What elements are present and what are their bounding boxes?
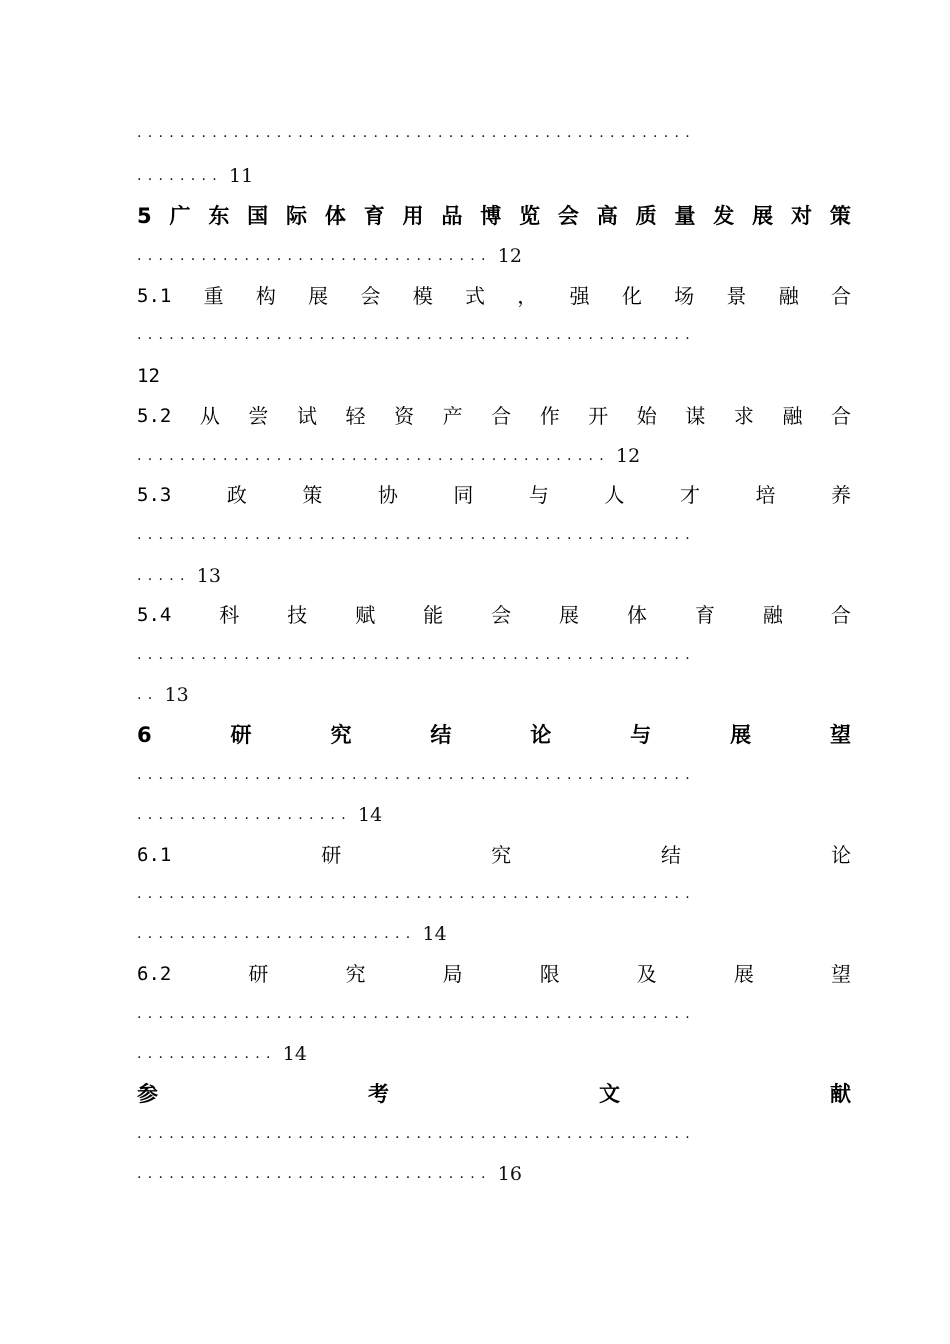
toc-entry-6-2[interactable]: 6.2 研 究 局 限 及 展 望 [137,962,851,986]
toc-entry-chapter-5[interactable]: 5 广 东 国 际 体 育 用 品 博 览 会 高 质 量 发 展 对 策 [137,204,851,228]
toc-leader-line: .................................................... [137,527,697,543]
toc-entry-6-1[interactable]: 6.1 研 究 结 论 [137,843,851,867]
toc-leader-page-line: ................................. 12 [137,245,522,267]
toc-leader-page-line: ............. 14 [137,1043,307,1065]
toc-leader-page-line: ................................. 16 [137,1163,522,1185]
toc-leader-line: .................................................... [137,327,697,343]
toc-leader-page-line: ..... 13 [137,565,221,587]
toc-entry-references[interactable]: 参 考 文 献 [137,1082,851,1106]
toc-leader-line: .................................................... [137,1126,697,1142]
toc-leader-line: .................................................... [137,1006,697,1022]
toc-leader-line: .................................................... [137,886,697,902]
toc-entry-5-1[interactable]: 5.1 重 构 展 会 模 式 ， 强 化 场 景 融 合 [137,284,851,308]
toc-leader-page-line: .................... 14 [137,804,383,826]
toc-leader-page-line: ............................................ 12 [137,445,641,467]
toc-leader-line: .................................................... [137,647,697,663]
toc-entry-chapter-6[interactable]: 6 研 究 结 论 与 展 望 [137,723,851,747]
toc-page-number: 12 [137,365,160,387]
toc-leader-line: .................................................... [137,125,697,141]
toc-entry-5-4[interactable]: 5.4 科 技 赋 能 会 展 体 育 融 合 [137,603,851,627]
toc-entry-5-2[interactable]: 5.2 从 尝 试 轻 资 产 合 作 开 始 谋 求 融 合 [137,404,851,428]
toc-leader-line: .................................................... [137,767,697,783]
toc-leader-page-line: ........ 11 [137,165,254,187]
toc-entry-5-3[interactable]: 5.3 政 策 协 同 与 人 才 培 养 [137,483,851,507]
toc-leader-page-line: .. 13 [137,684,189,706]
toc-leader-page-line: .......................... 14 [137,923,447,945]
